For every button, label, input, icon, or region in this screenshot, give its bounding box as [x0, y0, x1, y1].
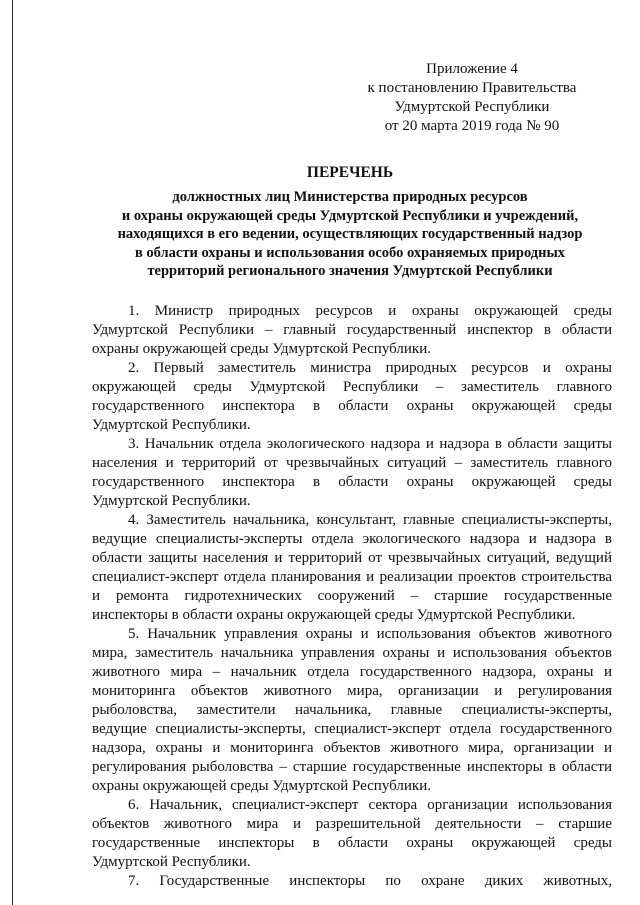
- list-item: [92, 435, 612, 511]
- list-item-line: населения и территорий от чрезвычайных ситуаций – заместитель главного: [92, 455, 612, 471]
- document-title: ПЕРЕЧЕНЬ: [306, 164, 394, 181]
- list-item-line: Удмуртской Республики.: [92, 854, 251, 870]
- list-item-line: Удмуртской Республики – главный государственный инспектор в области: [92, 322, 612, 338]
- list-item-line: 7. Государственные инспекторы по охране диких животных,: [128, 873, 612, 889]
- subtitle-line: должностных лиц Министерства природных ресурсов: [172, 189, 528, 205]
- list-body: [92, 302, 612, 891]
- list-item-line: государственного инспектора в области охраны окружающей среды: [92, 398, 612, 414]
- subtitle-line: и охраны окружающей среды Удмуртской Республики и учреждений,: [121, 207, 579, 224]
- appendix-number: Приложение 4: [426, 61, 518, 77]
- list-item-line: рыболовства, заместители начальника, главные специалисты-эксперты,: [92, 702, 612, 718]
- list-item-line: надзора, охраны и мониторинга объектов животного мира, организации и: [92, 740, 612, 756]
- list-item-line: государственные инспекторы в области охраны окружающей среды: [92, 835, 612, 851]
- list-item-line: 2. Первый заместитель министра природных ресурсов и охраны: [128, 360, 612, 376]
- list-item: [92, 796, 612, 872]
- list-item-line: ведущие специалисты-эксперты отдела экологического надзора и надзора в: [92, 531, 612, 547]
- subtitle-line: в области охраны и использования особо охраняемых природных: [134, 244, 566, 261]
- list-item: [92, 872, 612, 891]
- appendix-date: от 20 марта 2019 года № 90: [384, 118, 560, 134]
- list-item-line: Удмуртской Республики.: [92, 493, 251, 509]
- scan-margin-line: [12, 0, 13, 905]
- appendix-resolution: к постановлению Правительства: [367, 80, 577, 96]
- list-item-line: мониторинга объектов животного мира, организации и регулирования: [92, 683, 612, 699]
- list-item-line: 3. Начальник отдела экологического надзора и надзора в области защиты: [128, 436, 612, 452]
- list-item: [92, 302, 612, 359]
- title-block: [100, 164, 600, 281]
- subtitle-line: находящихся в его ведении, осуществляющих государственный надзор: [117, 226, 583, 242]
- list-item-line: специалист-эксперт отдела планирования и реализации проектов строительства: [92, 569, 612, 585]
- list-item-line: 1. Министр природных ресурсов и охраны окружающей среды: [128, 303, 612, 319]
- list-item-line: 4. Заместитель начальника, консультант, главные специалисты-эксперты,: [128, 512, 612, 528]
- list-item-line: мира, заместитель начальника управления охраны и использования объектов: [92, 645, 612, 661]
- list-item-line: животного мира – начальник отдела государственного надзора, охраны и: [92, 664, 612, 680]
- list-item-line: 6. Начальник, специалист-эксперт сектора организации использования: [128, 797, 612, 813]
- list-item-line: и ремонта гидротехнических сооружений – старшие государственные: [92, 588, 612, 604]
- list-item-line: инспекторы в области охраны окружающей среды Удмуртской Республики.: [92, 607, 576, 623]
- list-item-line: государственного инспектора в области охраны окружающей среды: [92, 474, 612, 490]
- subtitle-line: территорий регионального значения Удмуртской Республики: [147, 263, 553, 279]
- list-item-line: Удмуртской Республики.: [92, 417, 251, 433]
- list-item: [92, 625, 612, 796]
- list-item-line: окружающей среды Удмуртской Республики – заместитель главного: [92, 379, 612, 395]
- list-item-line: 5. Начальник управления охраны и использования объектов животного: [128, 626, 612, 642]
- appendix-republic: Удмуртской Республики: [394, 99, 550, 115]
- document-subtitle: [100, 188, 600, 281]
- list-item-line: регулирования рыболовства – старшие государственные инспекторы в области: [92, 759, 612, 775]
- list-item: [92, 511, 612, 625]
- list-item-line: объектов животного мира и разрешительной деятельности – старшие: [92, 816, 612, 832]
- list-item: [92, 359, 612, 435]
- list-item-line: охраны окружающей среды Удмуртской Республики.: [92, 341, 431, 357]
- list-item-line: охраны окружающей среды Удмуртской Республики.: [92, 778, 431, 794]
- list-item-line: ведущие специалисты-эксперты, специалист-эксперт отдела государственного: [92, 721, 612, 737]
- list-item-line: области защиты населения и территорий от чрезвычайных ситуаций, ведущий: [92, 550, 612, 566]
